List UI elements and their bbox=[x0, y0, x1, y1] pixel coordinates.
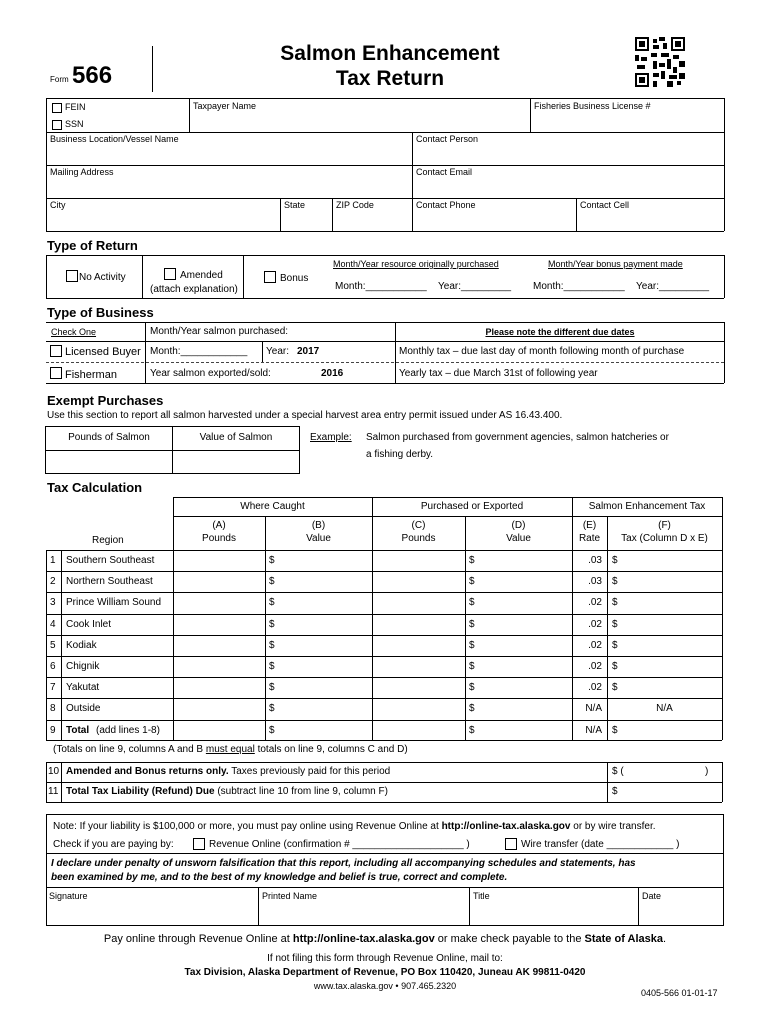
fisheries-license-label: Fisheries Business License # bbox=[534, 101, 651, 111]
rate-value: .02 bbox=[588, 682, 602, 693]
exempt-purchases-heading: Exempt Purchases bbox=[47, 393, 164, 408]
tax-f-dollar[interactable]: $ bbox=[612, 725, 618, 736]
amended-label: Amended bbox=[180, 270, 223, 281]
row-number: 3 bbox=[50, 597, 56, 608]
region-name: Yakutat bbox=[66, 682, 100, 693]
row-divider bbox=[46, 635, 722, 636]
tax-f-dollar[interactable]: $ bbox=[612, 597, 618, 608]
value-d-dollar[interactable]: $ bbox=[469, 725, 475, 736]
row-divider bbox=[46, 720, 722, 721]
exempt-description: Use this section to report all salmon harvested under a special harvest area entry permit issued under AS 16.43.400. bbox=[47, 410, 563, 421]
tax-f-dollar[interactable]: $ bbox=[612, 576, 618, 587]
pounds-c-input[interactable] bbox=[374, 679, 463, 696]
tax-f-dollar[interactable]: $ bbox=[612, 555, 618, 566]
example-line1: Salmon purchased from government agencies, salmon hatcheries or bbox=[366, 432, 669, 443]
liability-note-post: or by wire transfer. bbox=[573, 821, 656, 832]
rate-value: .03 bbox=[588, 576, 602, 587]
line10-close: ) bbox=[705, 766, 709, 777]
region-name: Kodiak bbox=[66, 640, 97, 651]
month-year-purchased-label: Month/Year salmon purchased: bbox=[150, 326, 289, 337]
resource-purchased-heading: Month/Year resource originally purchased bbox=[333, 259, 499, 269]
row-number: 9 bbox=[50, 725, 56, 736]
pounds-a-input[interactable] bbox=[175, 637, 263, 654]
row-number: 7 bbox=[50, 682, 56, 693]
purchase-year-value: 2017 bbox=[297, 346, 320, 357]
tax-f-value: N/A bbox=[656, 703, 673, 714]
row-divider bbox=[46, 571, 722, 572]
totals-note-must-equal: must equal bbox=[205, 744, 255, 755]
row-number: 6 bbox=[50, 661, 56, 672]
row-number: 2 bbox=[50, 576, 56, 587]
rate-value: N/A bbox=[585, 725, 602, 736]
declaration-line2: been examined by me, and to the best of my knowledge and belief is true, correct and complete. bbox=[51, 872, 508, 883]
declaration-line1: I declare under penalty of unsworn falsification that this report, including all accompanying schedules and statements, has bbox=[51, 858, 636, 869]
resource-month-field[interactable]: Month:___________ bbox=[335, 281, 427, 292]
line10-amount[interactable]: $ ( bbox=[612, 766, 624, 777]
pounds-a-input[interactable] bbox=[175, 594, 263, 611]
fein-checkbox[interactable] bbox=[52, 103, 62, 113]
revenue-online-checkbox[interactable] bbox=[193, 838, 205, 850]
pounds-a-input[interactable] bbox=[175, 658, 263, 675]
check-one-label: Check One bbox=[51, 327, 97, 337]
contact-cell-label: Contact Cell bbox=[580, 200, 630, 210]
region-name: Cook Inlet bbox=[66, 619, 112, 630]
pounds-a-input[interactable] bbox=[175, 679, 263, 696]
check-paying-label: Check if you are paying by: bbox=[53, 839, 174, 850]
liability-note-url[interactable]: http://online-tax.alaska.gov bbox=[441, 821, 571, 832]
value-b-dollar[interactable]: $ bbox=[269, 661, 275, 672]
total-note: (add lines 1-8) bbox=[96, 725, 160, 736]
type-of-return-heading: Type of Return bbox=[47, 238, 138, 253]
due-dates-note: Please note the different due dates bbox=[485, 327, 635, 337]
contact-email-label: Contact Email bbox=[416, 167, 473, 177]
rate-value: .02 bbox=[588, 619, 602, 630]
col-e-sub: Rate bbox=[578, 533, 601, 544]
wire-transfer-label: Wire transfer (date ____________ ) bbox=[521, 839, 680, 850]
pounds-a-input[interactable] bbox=[175, 573, 263, 590]
value-b-dollar[interactable]: $ bbox=[269, 555, 275, 566]
form-title-line1: Salmon Enhancement bbox=[280, 42, 500, 65]
col-e-header: (E) bbox=[582, 520, 597, 531]
line11-number: 11 bbox=[48, 786, 59, 797]
pounds-c-input[interactable] bbox=[374, 594, 463, 611]
licensed-buyer-label: Licensed Buyer bbox=[65, 346, 141, 358]
header-divider bbox=[152, 46, 153, 92]
row-number: 5 bbox=[50, 640, 56, 651]
licensed-buyer-checkbox[interactable] bbox=[50, 345, 62, 357]
value-b-dollar[interactable]: $ bbox=[269, 725, 275, 736]
amended-checkbox[interactable] bbox=[164, 268, 176, 280]
tax-f-dollar[interactable]: $ bbox=[612, 640, 618, 651]
bonus-year-field[interactable]: Year:_________ bbox=[636, 281, 710, 292]
value-d-dollar[interactable]: $ bbox=[469, 661, 475, 672]
date-label: Date bbox=[642, 891, 662, 901]
line11-amount[interactable]: $ bbox=[612, 786, 618, 797]
business-location-label: Business Location/Vessel Name bbox=[50, 134, 179, 144]
fisherman-label: Fisherman bbox=[65, 369, 117, 381]
value-b-dollar[interactable]: $ bbox=[269, 682, 275, 693]
value-d-dollar[interactable]: $ bbox=[469, 682, 475, 693]
value-of-salmon-header: Value of Salmon bbox=[199, 432, 273, 443]
exported-sold-label: Year salmon exported/sold: bbox=[150, 368, 271, 379]
exported-sold-value: 2016 bbox=[321, 368, 344, 379]
signature-label: Signature bbox=[49, 891, 88, 901]
col-d-sub: Value bbox=[506, 533, 531, 544]
rate-value: N/A bbox=[585, 703, 602, 714]
exempt-pounds-input[interactable] bbox=[47, 452, 171, 472]
bonus-label: Bonus bbox=[280, 273, 309, 284]
form-code: 0405-566 01-01-17 bbox=[641, 988, 718, 998]
pounds-a-input[interactable] bbox=[175, 616, 263, 633]
pounds-c-input[interactable] bbox=[374, 700, 463, 717]
printed-name-field[interactable] bbox=[260, 902, 467, 924]
city-label: City bbox=[50, 200, 66, 210]
contact-person-label: Contact Person bbox=[416, 134, 479, 144]
value-b-dollar[interactable]: $ bbox=[269, 576, 275, 587]
value-d-dollar[interactable]: $ bbox=[469, 703, 475, 714]
title-label: Title bbox=[473, 891, 490, 901]
region-name: Chignik bbox=[66, 661, 100, 672]
col-b-sub: Value bbox=[306, 533, 331, 544]
pounds-c-input[interactable] bbox=[374, 658, 463, 675]
line10-number: 10 bbox=[48, 766, 60, 777]
region-name: Southern Southeast bbox=[66, 555, 155, 566]
pounds-c-input[interactable] bbox=[374, 616, 463, 633]
row-divider bbox=[46, 677, 722, 678]
value-d-dollar[interactable]: $ bbox=[469, 597, 475, 608]
tax-f-dollar[interactable]: $ bbox=[612, 661, 618, 672]
region-header: Region bbox=[92, 535, 124, 546]
liability-note-pre: Note: If your liability is $100,000 or more, you must pay online using Revenue Online at bbox=[53, 821, 439, 832]
ssn-checkbox[interactable] bbox=[52, 120, 62, 130]
exempt-value-input[interactable] bbox=[174, 452, 298, 472]
totals-note-pre: (Totals on line 9, columns A and B bbox=[53, 744, 204, 755]
purchased-exported-header: Purchased or Exported bbox=[420, 501, 524, 512]
where-caught-header: Where Caught bbox=[240, 501, 305, 512]
contact-phone-label: Contact Phone bbox=[416, 200, 476, 210]
resource-year-field[interactable]: Year:_________ bbox=[438, 281, 512, 292]
revenue-online-label: Revenue Online (confirmation # ____________________ ) bbox=[209, 839, 470, 850]
example-line2: a fishing derby. bbox=[366, 449, 434, 460]
col-b-header: (B) bbox=[311, 520, 326, 531]
row-divider bbox=[46, 656, 722, 657]
value-d-dollar[interactable]: $ bbox=[469, 576, 475, 587]
pounds-c-input[interactable] bbox=[374, 552, 463, 569]
totals-note-post: totals on line 9, columns C and D) bbox=[257, 744, 408, 755]
line11-text bbox=[66, 786, 388, 797]
region-name: Northern Southeast bbox=[66, 576, 153, 587]
rate-value: .02 bbox=[588, 597, 602, 608]
monthly-tax-note: Monthly tax – due last day of month following month of purchase bbox=[399, 346, 685, 357]
no-activity-label: No Activity bbox=[79, 272, 126, 283]
bonus-payment-heading: Month/Year bonus payment made bbox=[548, 259, 683, 269]
footer-pay-state: State of Alaska bbox=[584, 933, 663, 945]
purchase-month-field[interactable]: Month:____________ bbox=[150, 346, 248, 357]
qr-code-icon bbox=[635, 37, 685, 87]
footer-pay-url[interactable]: http://online-tax.alaska.gov bbox=[292, 933, 435, 945]
row-divider bbox=[46, 614, 722, 615]
line10-desc: Taxes previously paid for this period bbox=[231, 766, 391, 777]
row-number: 8 bbox=[50, 703, 56, 714]
region-name: Outside bbox=[66, 703, 101, 714]
footer-address: Tax Division, Alaska Department of Revenue, PO Box 110420, Juneau AK 99811-0420 bbox=[184, 967, 586, 978]
value-b-dollar[interactable]: $ bbox=[269, 640, 275, 651]
row-number: 1 bbox=[50, 555, 56, 566]
row-divider bbox=[46, 592, 722, 593]
footer-pay-mid: or make check payable to the bbox=[437, 933, 582, 945]
value-b-dollar[interactable]: $ bbox=[269, 703, 275, 714]
pounds-c-input[interactable] bbox=[374, 573, 463, 590]
enhancement-tax-header: Salmon Enhancement Tax bbox=[588, 501, 706, 512]
value-d-dollar[interactable]: $ bbox=[469, 555, 475, 566]
no-activity-checkbox[interactable] bbox=[66, 270, 78, 282]
liability-note bbox=[53, 821, 656, 832]
tax-f-dollar[interactable]: $ bbox=[612, 682, 618, 693]
ssn-label: SSN bbox=[65, 119, 84, 129]
footer-pay-pre: Pay online through Revenue Online at bbox=[103, 933, 290, 945]
form-label: Form bbox=[50, 75, 69, 84]
value-d-dollar[interactable]: $ bbox=[469, 619, 475, 630]
example-label: Example: bbox=[310, 432, 352, 443]
value-b-dollar[interactable]: $ bbox=[269, 597, 275, 608]
row-divider bbox=[46, 698, 722, 699]
col-d-header: (D) bbox=[511, 520, 526, 531]
fisherman-checkbox[interactable] bbox=[50, 367, 62, 379]
col-c-sub: Pounds bbox=[401, 533, 436, 544]
footer-contact: www.tax.alaska.gov • 907.465.2320 bbox=[313, 981, 457, 991]
mailing-address-label: Mailing Address bbox=[50, 167, 114, 177]
form-title-line2: Tax Return bbox=[335, 67, 445, 90]
signature-field[interactable] bbox=[48, 902, 256, 924]
rate-value: .02 bbox=[588, 640, 602, 651]
info-bottom-border bbox=[46, 231, 724, 232]
line10-bold: Amended and Bonus returns only. bbox=[66, 766, 229, 777]
col-a-sub: Pounds bbox=[202, 533, 236, 544]
line10-text bbox=[66, 766, 390, 777]
row-number: 4 bbox=[50, 619, 56, 630]
title-field[interactable] bbox=[471, 902, 636, 924]
rate-value: .02 bbox=[588, 661, 602, 672]
state-label: State bbox=[284, 200, 306, 210]
pounds-of-salmon-header: Pounds of Salmon bbox=[68, 432, 150, 443]
form-number: 566 bbox=[72, 62, 113, 89]
col-f-header: (F) bbox=[658, 520, 671, 531]
value-d-dollar[interactable]: $ bbox=[469, 640, 475, 651]
zip-label: ZIP Code bbox=[336, 200, 374, 210]
col-c-header: (C) bbox=[411, 520, 426, 531]
tax-f-dollar[interactable]: $ bbox=[612, 619, 618, 630]
col-f-sub: Tax (Column D x E) bbox=[621, 533, 708, 544]
rate-value: .03 bbox=[588, 555, 602, 566]
bonus-checkbox[interactable] bbox=[264, 271, 276, 283]
purchase-year-label: Year: bbox=[266, 346, 289, 357]
totals-note bbox=[53, 744, 408, 755]
amended-note: (attach explanation) bbox=[150, 284, 238, 295]
pounds-a-input[interactable] bbox=[175, 700, 263, 717]
value-b-dollar[interactable]: $ bbox=[269, 619, 275, 630]
footer-pay-end: . bbox=[663, 933, 667, 945]
footer-pay-line bbox=[0, 933, 770, 945]
taxpayer-name-label: Taxpayer Name bbox=[193, 101, 257, 111]
printed-name-label: Printed Name bbox=[262, 891, 318, 901]
pounds-c-input[interactable] bbox=[374, 637, 463, 654]
line11-bold: Total Tax Liability (Refund) Due bbox=[66, 786, 215, 797]
wire-transfer-checkbox[interactable] bbox=[505, 838, 517, 850]
footer-mail-line: If not filing this form through Revenue Online, mail to: bbox=[267, 953, 503, 964]
info-top-border bbox=[46, 98, 724, 99]
fein-label: FEIN bbox=[65, 102, 86, 112]
col-a-header: (A) bbox=[212, 520, 226, 531]
date-field[interactable] bbox=[640, 902, 722, 924]
line11-desc: (subtract line 10 from line 9, column F) bbox=[217, 786, 388, 797]
total-label: Total bbox=[66, 725, 90, 736]
pounds-a-input[interactable] bbox=[175, 722, 263, 739]
tax-calculation-heading: Tax Calculation bbox=[47, 480, 143, 495]
pounds-a-input[interactable] bbox=[175, 552, 263, 569]
yearly-tax-note: Yearly tax – due March 31st of following year bbox=[399, 368, 598, 379]
type-of-business-heading: Type of Business bbox=[47, 305, 154, 320]
region-name: Prince William Sound bbox=[66, 597, 162, 608]
bonus-month-field[interactable]: Month:___________ bbox=[533, 281, 625, 292]
pounds-c-input[interactable] bbox=[374, 722, 463, 739]
